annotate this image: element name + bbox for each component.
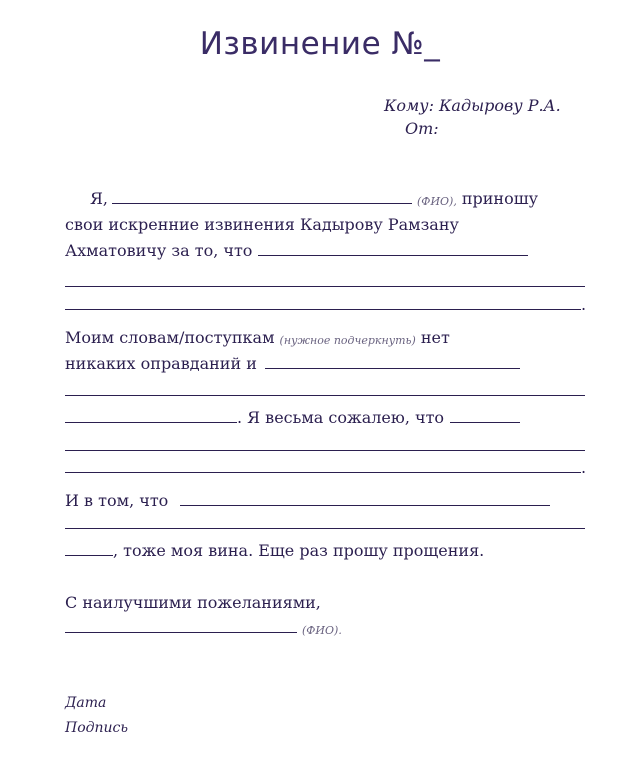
apology-verb: приношу bbox=[461, 189, 538, 208]
body-line-1 bbox=[90, 186, 538, 208]
body-line-4 bbox=[65, 325, 450, 347]
body-line-period-1 bbox=[65, 292, 586, 314]
sender-label: От: bbox=[405, 119, 439, 138]
body-line-2 bbox=[65, 212, 459, 234]
body-line-5 bbox=[65, 351, 520, 373]
fault-blank-3[interactable] bbox=[65, 555, 113, 556]
body-line-period-2 bbox=[65, 455, 586, 477]
regret-blank-1[interactable] bbox=[450, 422, 520, 423]
closing-fio-note: (ФИО). bbox=[302, 624, 342, 637]
closing-fio-blank[interactable] bbox=[65, 632, 297, 633]
body-line-7 bbox=[65, 488, 550, 510]
i-prefix: Я, bbox=[90, 189, 109, 208]
regret-blank-2[interactable] bbox=[65, 450, 585, 451]
reason-blank-2[interactable] bbox=[65, 286, 585, 287]
excuse-blank-1[interactable] bbox=[265, 368, 520, 369]
page-title: Извинение №_ bbox=[199, 26, 441, 62]
signature-label: Подпись bbox=[65, 720, 129, 736]
reason-blank-1[interactable] bbox=[258, 255, 528, 256]
body-line-6 bbox=[65, 405, 520, 427]
also-text: И в том, что bbox=[65, 491, 169, 510]
fault-blank-2[interactable] bbox=[65, 528, 585, 529]
no-word: нет bbox=[420, 328, 450, 347]
fio-note: (ФИО), bbox=[417, 195, 457, 208]
regret-text: . Я весьма сожалею, что bbox=[237, 408, 445, 427]
reason-intro: Ахматовичу за то, что bbox=[65, 241, 253, 260]
underline-note: (нужное подчеркнуть) bbox=[279, 334, 416, 347]
reason-blank-3[interactable] bbox=[65, 309, 581, 310]
body-line-3 bbox=[65, 238, 528, 260]
body-line-8 bbox=[65, 538, 484, 560]
period-mark: . bbox=[581, 295, 587, 314]
excuse-blank-2[interactable] bbox=[65, 395, 585, 396]
regret-blank-3[interactable] bbox=[65, 472, 581, 473]
closing-text: С наилучшими пожеланиями, bbox=[65, 593, 321, 612]
date-label: Дата bbox=[65, 695, 107, 711]
my-fault-text: , тоже моя вина. Еще раз прошу прощения. bbox=[113, 541, 485, 560]
no-excuses-text: никаких оправданий и bbox=[65, 354, 257, 373]
fio-blank[interactable] bbox=[112, 203, 412, 204]
apology-text: свои искренние извинения Кадырову Рамзану bbox=[65, 215, 459, 234]
period-mark: . bbox=[581, 458, 587, 477]
excuse-blank-3[interactable] bbox=[65, 422, 237, 423]
closing-fio-line bbox=[65, 615, 342, 637]
closing-line bbox=[65, 590, 321, 612]
recipient-line: Кому: Кадырову Р.А. bbox=[384, 96, 561, 115]
fault-blank-1[interactable] bbox=[180, 505, 550, 506]
words-deeds: Моим словам/поступкам bbox=[65, 328, 275, 347]
